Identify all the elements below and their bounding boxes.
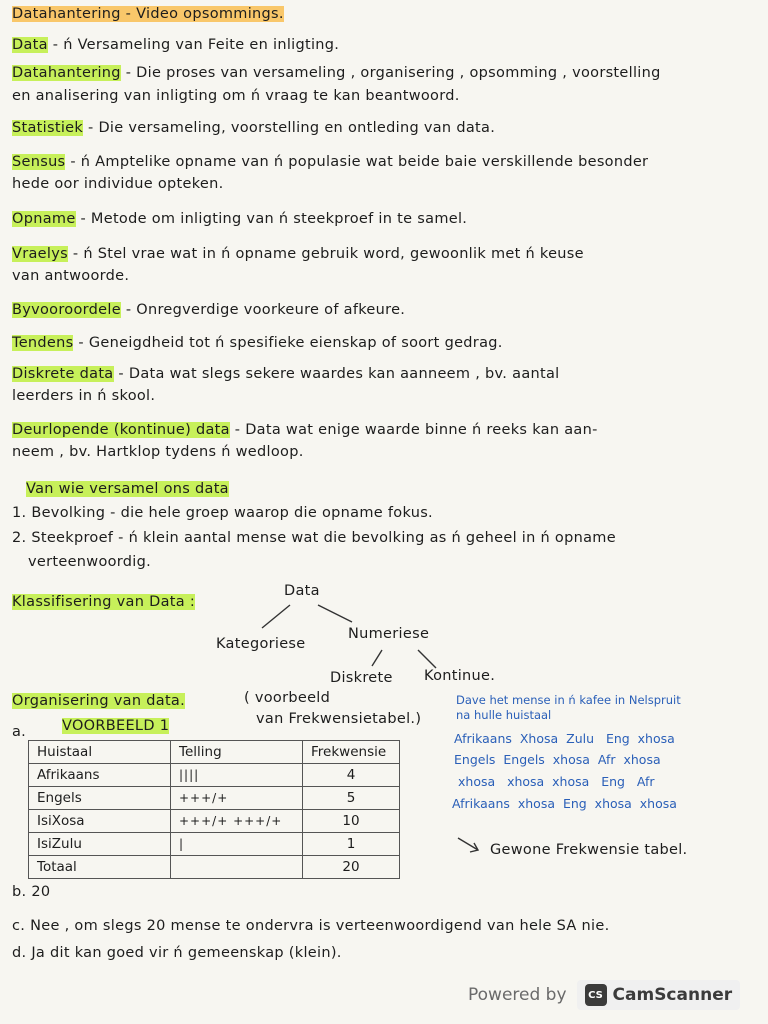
term-label: Deurlopende (kontinue) data xyxy=(12,422,230,438)
classification-heading-text: Klassifisering van Data : xyxy=(12,594,196,610)
definition-continuation: van antwoorde. xyxy=(12,268,130,284)
blue-data-row xyxy=(458,774,655,789)
term-label: Sensus xyxy=(12,154,66,170)
table-cell: |||| xyxy=(171,764,303,787)
voorbeeld-label xyxy=(62,718,169,734)
table-header-row xyxy=(29,741,400,764)
powered-by-text: Powered by xyxy=(468,985,567,1005)
blue-note-line-2: na hulle huistaal xyxy=(456,708,552,722)
blue-word: xhosa xyxy=(594,796,632,811)
blue-word: xhosa xyxy=(507,774,545,789)
blue-word: Engels xyxy=(454,752,496,767)
term-definition: - Data wat enige waarde binne ń reeks kan aan- xyxy=(234,422,598,438)
term-definition: - Metode om inligting van ń steekproef in te samel. xyxy=(80,211,468,227)
term-label: Opname xyxy=(12,211,76,227)
term-definition: - Onregverdige voorkeure of afkeure. xyxy=(125,302,406,318)
answer-c: c. Nee , om slegs 20 mense te ondervra is verteenwoordigend van hele SA nie. xyxy=(12,918,610,934)
table-cell: +++/+ xyxy=(171,787,303,810)
camscanner-icon: CS xyxy=(585,984,607,1006)
table-header: Frekwensie xyxy=(303,741,400,764)
blue-data-row xyxy=(452,796,677,811)
table-cell: | xyxy=(171,833,303,856)
table-cell: IsiZulu xyxy=(29,833,171,856)
voorbeeld-text: VOORBEELD 1 xyxy=(62,718,170,734)
answer-b: b. 20 xyxy=(12,884,51,900)
blue-word: Eng xyxy=(562,796,587,811)
camscanner-watermark xyxy=(468,980,740,1010)
blue-word: xhosa xyxy=(552,752,590,767)
tree-node-diskrete: Diskrete xyxy=(330,670,393,686)
page-title-text: Datahantering - Video opsommings. xyxy=(12,6,284,22)
arrow-note: Gewone Frekwensie tabel. xyxy=(490,842,688,858)
who-item-2: 2. Steekproef - ń klein aantal mense wat die bevolking as ń geheel in ń opname xyxy=(12,530,616,546)
term-definition: - ń Stel vrae wat in ń opname gebruik word, gewoonlik met ń keuse xyxy=(72,246,584,262)
tree-node-kategoriese: Kategoriese xyxy=(216,636,306,652)
blue-word: Engels xyxy=(503,752,545,767)
term-label: Byvooroordele xyxy=(12,302,121,318)
frequency-table xyxy=(28,740,400,879)
camscanner-brand: CamScanner xyxy=(612,985,733,1005)
organisation-heading xyxy=(12,693,185,709)
blue-word: xhosa xyxy=(639,796,677,811)
table-cell xyxy=(171,856,303,879)
organisation-heading-text: Organisering van data. xyxy=(12,693,186,709)
term-label: Statistiek xyxy=(12,120,84,136)
tree-root-data: Data xyxy=(284,583,320,599)
table-row xyxy=(29,856,400,879)
term-definition: - ń Versameling van Feite en inligting. xyxy=(52,37,340,53)
term-label: Diskrete data xyxy=(12,366,114,382)
term-label: Datahantering xyxy=(12,65,121,81)
blue-word: xhosa xyxy=(517,796,555,811)
question-a-label: a. xyxy=(12,724,27,740)
tree-node-numeriese: Numeriese xyxy=(348,626,430,642)
term-definition: - Die versameling, voorstelling en ontleding van data. xyxy=(88,120,496,136)
blue-word: Eng xyxy=(601,774,625,789)
blue-word: Xhosa xyxy=(519,731,559,746)
table-cell: 20 xyxy=(303,856,400,879)
blue-word: Afrikaans xyxy=(454,731,512,746)
organisation-note-2: van Frekwensietabel.) xyxy=(256,711,422,727)
definition-continuation: leerders in ń skool. xyxy=(12,388,156,404)
blue-data-row xyxy=(454,752,661,767)
table-cell: IsiXosa xyxy=(29,810,171,833)
blue-word: Afr xyxy=(597,752,616,767)
term-label: Data xyxy=(12,37,48,53)
section-heading-text: Van wie versamel ons data xyxy=(26,481,229,497)
term-label: Vraelys xyxy=(12,246,68,262)
organisation-note-1: ( voorbeeld xyxy=(244,690,331,706)
table-cell: Totaal xyxy=(29,856,171,879)
who-item-1: 1. Bevolking - die hele groep waarop die opname fokus. xyxy=(12,505,433,521)
blue-word: xhosa xyxy=(458,774,496,789)
blue-word: xhosa xyxy=(623,752,661,767)
table-row xyxy=(29,787,400,810)
table-cell: 5 xyxy=(303,787,400,810)
table-row xyxy=(29,810,400,833)
blue-note-line-1: Dave het mense in ń kafee in Nelspruit xyxy=(456,693,681,707)
table-row xyxy=(29,764,400,787)
table-header: Huistaal xyxy=(29,741,171,764)
blue-word: Zulu xyxy=(566,731,595,746)
answer-d: d. Ja dit kan goed vir ń gemeenskap (klein). xyxy=(12,945,342,961)
table-cell: +++/+ +++/+ xyxy=(171,810,303,833)
definition-continuation: neem , bv. Hartklop tydens ń wedloop. xyxy=(12,444,304,460)
camscanner-logo xyxy=(577,980,741,1010)
term-definition: - Data wat slegs sekere waardes kan aanneem , bv. aantal xyxy=(118,366,560,382)
blue-data-row xyxy=(454,731,675,746)
blue-word: Afrikaans xyxy=(452,796,510,811)
who-item-2-cont: verteenwoordig. xyxy=(28,554,152,570)
table-cell: Afrikaans xyxy=(29,764,171,787)
term-definition: - Geneigdheid tot ń spesifieke eienskap of soort gedrag. xyxy=(78,335,503,351)
blue-word: Eng xyxy=(605,731,630,746)
definition-continuation: en analisering van inligting om ń vraag te kan beantwoord. xyxy=(12,88,460,104)
blue-word: Afr xyxy=(636,774,655,789)
table-cell: 1 xyxy=(303,833,400,856)
blue-word: xhosa xyxy=(637,731,675,746)
term-definition: - Die proses van versameling , organisering , opsomming , voorstelling xyxy=(125,65,661,81)
table-cell: 4 xyxy=(303,764,400,787)
table-cell: 10 xyxy=(303,810,400,833)
tree-node-kontinue: Kontinue. xyxy=(424,668,496,684)
term-definition: - ń Amptelike opname van ń populasie wat beide baie verskillende besonder xyxy=(70,154,649,170)
table-cell: Engels xyxy=(29,787,171,810)
table-row xyxy=(29,833,400,856)
blue-word: xhosa xyxy=(552,774,590,789)
table-header: Telling xyxy=(171,741,303,764)
term-label: Tendens xyxy=(12,335,74,351)
definition-continuation: hede oor individue opteken. xyxy=(12,176,224,192)
